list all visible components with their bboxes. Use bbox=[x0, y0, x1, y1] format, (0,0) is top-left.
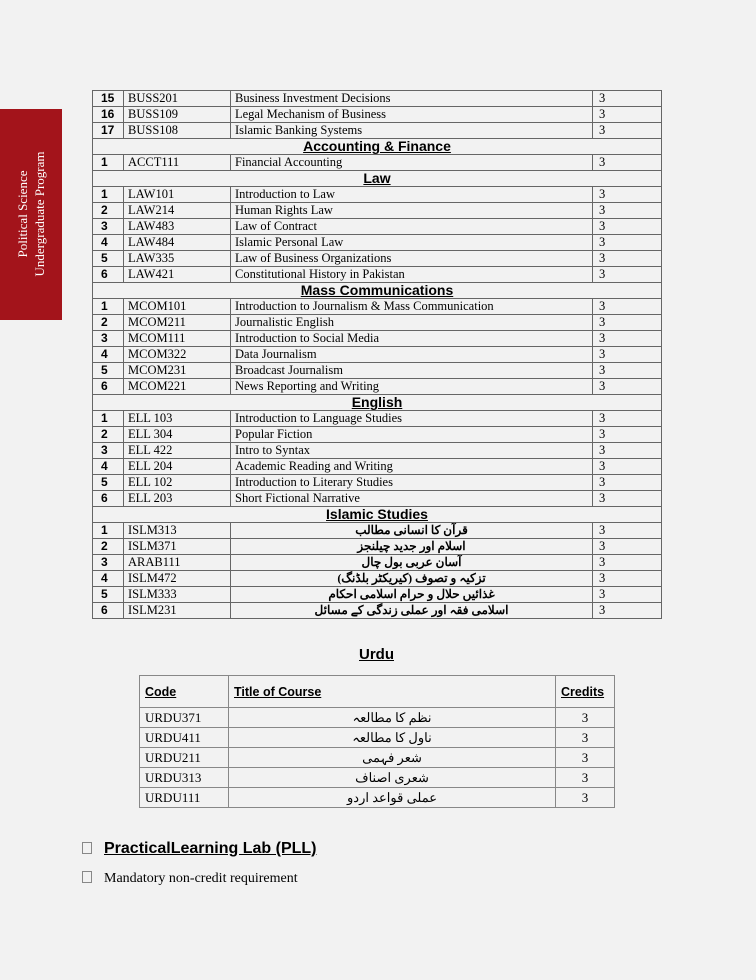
table-row bbox=[93, 251, 662, 267]
course-title: Journalistic English bbox=[231, 315, 593, 331]
table-row bbox=[93, 235, 662, 251]
row-number: 5 bbox=[93, 587, 124, 603]
course-credits: 3 bbox=[593, 523, 662, 539]
table-row bbox=[140, 788, 615, 808]
course-code: BUSS109 bbox=[124, 107, 231, 123]
course-code: URDU371 bbox=[140, 708, 229, 728]
course-credits: 3 bbox=[556, 768, 615, 788]
course-table bbox=[92, 90, 662, 619]
course-credits: 3 bbox=[593, 91, 662, 107]
row-number: 3 bbox=[93, 219, 124, 235]
section-heading-row bbox=[93, 507, 662, 523]
course-credits: 3 bbox=[593, 411, 662, 427]
header-credits: Credits bbox=[556, 676, 615, 708]
course-title: قرآن کا انسانی مطالب bbox=[231, 523, 593, 539]
course-code: ARAB111 bbox=[124, 555, 231, 571]
course-credits: 3 bbox=[593, 235, 662, 251]
section-heading: Accounting & Finance bbox=[93, 139, 662, 155]
header-code: Code bbox=[140, 676, 229, 708]
course-title: Human Rights Law bbox=[231, 203, 593, 219]
row-number: 2 bbox=[93, 539, 124, 555]
course-title: آسان عربی بول چال bbox=[231, 555, 593, 571]
table-row bbox=[93, 475, 662, 491]
course-title: Introduction to Journalism & Mass Communication bbox=[231, 299, 593, 315]
course-title: Data Journalism bbox=[231, 347, 593, 363]
course-code: ELL 204 bbox=[124, 459, 231, 475]
table-row bbox=[93, 587, 662, 603]
course-code: LAW335 bbox=[124, 251, 231, 267]
section-heading-row bbox=[93, 395, 662, 411]
row-number: 3 bbox=[93, 331, 124, 347]
course-code: ISLM333 bbox=[124, 587, 231, 603]
course-credits: 3 bbox=[593, 155, 662, 171]
row-number: 6 bbox=[93, 603, 124, 619]
course-title: نظم کا مطالعہ bbox=[229, 708, 556, 728]
sidebar-tab bbox=[0, 109, 62, 320]
row-number: 1 bbox=[93, 299, 124, 315]
row-number: 1 bbox=[93, 155, 124, 171]
section-heading: Islamic Studies bbox=[93, 507, 662, 523]
course-credits: 3 bbox=[593, 459, 662, 475]
course-title: Introduction to Literary Studies bbox=[231, 475, 593, 491]
course-code: LAW101 bbox=[124, 187, 231, 203]
course-code: ELL 304 bbox=[124, 427, 231, 443]
table-row bbox=[140, 708, 615, 728]
urdu-table bbox=[139, 675, 615, 808]
table-row bbox=[93, 379, 662, 395]
course-code: MCOM322 bbox=[124, 347, 231, 363]
course-credits: 3 bbox=[593, 123, 662, 139]
course-title: Islamic Banking Systems bbox=[231, 123, 593, 139]
urdu-heading: Urdu bbox=[359, 646, 394, 663]
row-number: 4 bbox=[93, 347, 124, 363]
course-code: URDU111 bbox=[140, 788, 229, 808]
course-code: ELL 103 bbox=[124, 411, 231, 427]
course-title: اسلامی فقہ اور عملی زندگی کے مسائل bbox=[231, 603, 593, 619]
row-number: 5 bbox=[93, 251, 124, 267]
course-credits: 3 bbox=[593, 427, 662, 443]
course-title: شعر فہمی bbox=[229, 748, 556, 768]
course-title: Intro to Syntax bbox=[231, 443, 593, 459]
table-row bbox=[93, 571, 662, 587]
course-title: Legal Mechanism of Business bbox=[231, 107, 593, 123]
row-number: 6 bbox=[93, 491, 124, 507]
table-row bbox=[93, 523, 662, 539]
sidebar-line-1: Political Science bbox=[15, 170, 30, 258]
table-row bbox=[93, 555, 662, 571]
course-credits: 3 bbox=[593, 571, 662, 587]
row-number: 4 bbox=[93, 235, 124, 251]
course-credits: 3 bbox=[593, 555, 662, 571]
course-code: ISLM313 bbox=[124, 523, 231, 539]
table-row bbox=[93, 363, 662, 379]
header-title: Title of Course bbox=[229, 676, 556, 708]
table-row bbox=[93, 411, 662, 427]
table-row bbox=[93, 539, 662, 555]
section-heading-row bbox=[93, 139, 662, 155]
course-credits: 3 bbox=[593, 603, 662, 619]
course-code: BUSS108 bbox=[124, 123, 231, 139]
course-credits: 3 bbox=[593, 187, 662, 203]
row-number: 5 bbox=[93, 363, 124, 379]
course-code: ISLM371 bbox=[124, 539, 231, 555]
row-number: 1 bbox=[93, 523, 124, 539]
row-number: 5 bbox=[93, 475, 124, 491]
pll-title: PracticalLearning Lab (PLL) bbox=[104, 840, 317, 857]
course-title: Law of Contract bbox=[231, 219, 593, 235]
table-row bbox=[140, 768, 615, 788]
course-credits: 3 bbox=[593, 315, 662, 331]
row-number: 17 bbox=[93, 123, 124, 139]
course-code: MCOM101 bbox=[124, 299, 231, 315]
pll-heading bbox=[82, 840, 316, 858]
course-code: BUSS201 bbox=[124, 91, 231, 107]
table-row bbox=[93, 443, 662, 459]
course-credits: 3 bbox=[593, 331, 662, 347]
row-number: 1 bbox=[93, 187, 124, 203]
sidebar-label bbox=[14, 109, 48, 320]
course-title: تزکیہ و تصوف (کیریکٹر بلڈنگ) bbox=[231, 571, 593, 587]
course-title: Islamic Personal Law bbox=[231, 235, 593, 251]
row-number: 2 bbox=[93, 203, 124, 219]
table-row bbox=[93, 315, 662, 331]
table-row bbox=[93, 491, 662, 507]
course-title: Introduction to Language Studies bbox=[231, 411, 593, 427]
course-code: MCOM111 bbox=[124, 331, 231, 347]
course-credits: 3 bbox=[556, 748, 615, 768]
course-title: Business Investment Decisions bbox=[231, 91, 593, 107]
course-code: MCOM211 bbox=[124, 315, 231, 331]
course-title: ناول کا مطالعہ bbox=[229, 728, 556, 748]
table-row bbox=[93, 331, 662, 347]
course-title: Financial Accounting bbox=[231, 155, 593, 171]
course-title: شعری اصناف bbox=[229, 768, 556, 788]
pll-note-text: Mandatory non-credit requirement bbox=[104, 871, 298, 886]
course-credits: 3 bbox=[556, 788, 615, 808]
course-title: Introduction to Law bbox=[231, 187, 593, 203]
table-row bbox=[93, 123, 662, 139]
course-credits: 3 bbox=[593, 219, 662, 235]
course-code: ACCT111 bbox=[124, 155, 231, 171]
course-code: URDU411 bbox=[140, 728, 229, 748]
row-number: 1 bbox=[93, 411, 124, 427]
course-credits: 3 bbox=[593, 475, 662, 491]
course-title: اسلام اور جدید چیلنجز bbox=[231, 539, 593, 555]
course-credits: 3 bbox=[593, 347, 662, 363]
course-credits: 3 bbox=[593, 363, 662, 379]
urdu-header-row bbox=[140, 676, 615, 708]
course-code: ISLM472 bbox=[124, 571, 231, 587]
row-number: 16 bbox=[93, 107, 124, 123]
table-row bbox=[93, 187, 662, 203]
row-number: 4 bbox=[93, 571, 124, 587]
row-number: 4 bbox=[93, 459, 124, 475]
course-credits: 3 bbox=[593, 539, 662, 555]
table-row bbox=[93, 107, 662, 123]
table-row bbox=[140, 748, 615, 768]
course-credits: 3 bbox=[593, 443, 662, 459]
table-row bbox=[93, 603, 662, 619]
course-code: ELL 422 bbox=[124, 443, 231, 459]
course-title: Constitutional History in Pakistan bbox=[231, 267, 593, 283]
course-title: غذائیں حلال و حرام اسلامی احکام bbox=[231, 587, 593, 603]
course-title: Broadcast Journalism bbox=[231, 363, 593, 379]
course-code: ELL 203 bbox=[124, 491, 231, 507]
row-number: 6 bbox=[93, 379, 124, 395]
course-code: LAW214 bbox=[124, 203, 231, 219]
row-number: 3 bbox=[93, 443, 124, 459]
section-heading: Mass Communications bbox=[93, 283, 662, 299]
bullet-box-icon bbox=[82, 871, 92, 883]
course-credits: 3 bbox=[556, 708, 615, 728]
table-row bbox=[93, 203, 662, 219]
table-row bbox=[140, 728, 615, 748]
table-row bbox=[93, 219, 662, 235]
table-row bbox=[93, 299, 662, 315]
course-code: ELL 102 bbox=[124, 475, 231, 491]
course-title: Academic Reading and Writing bbox=[231, 459, 593, 475]
course-credits: 3 bbox=[593, 379, 662, 395]
bullet-box-icon bbox=[82, 842, 92, 854]
sidebar-line-2: Undergraduate Program bbox=[32, 151, 47, 277]
course-code: URDU211 bbox=[140, 748, 229, 768]
course-title: News Reporting and Writing bbox=[231, 379, 593, 395]
course-credits: 3 bbox=[593, 203, 662, 219]
course-code: LAW421 bbox=[124, 267, 231, 283]
table-row bbox=[93, 347, 662, 363]
section-heading: Law bbox=[93, 171, 662, 187]
table-row bbox=[93, 267, 662, 283]
table-row bbox=[93, 155, 662, 171]
course-credits: 3 bbox=[593, 299, 662, 315]
course-code: MCOM231 bbox=[124, 363, 231, 379]
row-number: 2 bbox=[93, 315, 124, 331]
row-number: 3 bbox=[93, 555, 124, 571]
course-credits: 3 bbox=[593, 251, 662, 267]
course-title: Short Fictional Narrative bbox=[231, 491, 593, 507]
course-code: URDU313 bbox=[140, 768, 229, 788]
course-title: Popular Fiction bbox=[231, 427, 593, 443]
course-credits: 3 bbox=[556, 728, 615, 748]
course-code: LAW483 bbox=[124, 219, 231, 235]
course-code: LAW484 bbox=[124, 235, 231, 251]
course-title: عملی قواعد اردو bbox=[229, 788, 556, 808]
course-title: Introduction to Social Media bbox=[231, 331, 593, 347]
course-code: MCOM221 bbox=[124, 379, 231, 395]
course-code: ISLM231 bbox=[124, 603, 231, 619]
row-number: 2 bbox=[93, 427, 124, 443]
pll-note bbox=[82, 871, 298, 887]
table-row bbox=[93, 427, 662, 443]
course-credits: 3 bbox=[593, 107, 662, 123]
table-row bbox=[93, 459, 662, 475]
course-credits: 3 bbox=[593, 587, 662, 603]
row-number: 6 bbox=[93, 267, 124, 283]
section-heading-row bbox=[93, 283, 662, 299]
course-credits: 3 bbox=[593, 491, 662, 507]
course-credits: 3 bbox=[593, 267, 662, 283]
section-heading: English bbox=[93, 395, 662, 411]
row-number: 15 bbox=[93, 91, 124, 107]
section-heading-row bbox=[93, 171, 662, 187]
table-row bbox=[93, 91, 662, 107]
course-title: Law of Business Organizations bbox=[231, 251, 593, 267]
